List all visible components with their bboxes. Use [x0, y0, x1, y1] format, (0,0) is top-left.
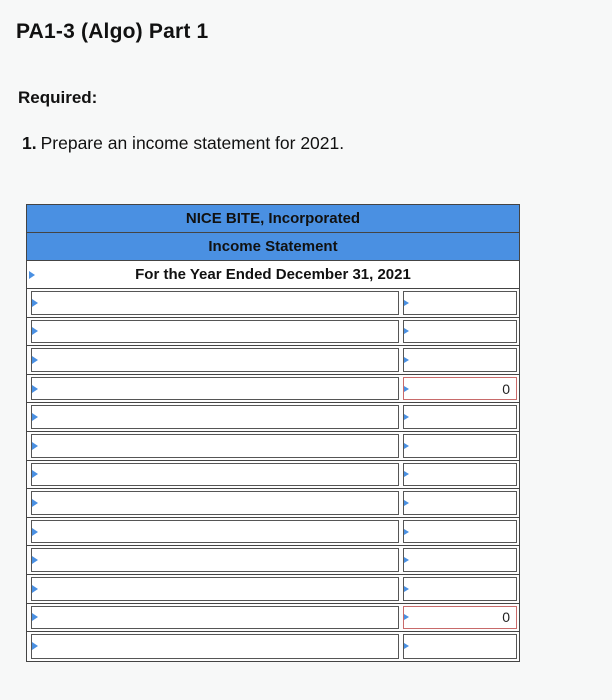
account-dropdown[interactable] — [31, 634, 399, 659]
amount-input[interactable] — [403, 491, 517, 515]
input-indicator-icon — [404, 357, 409, 363]
dropdown-indicator-icon — [32, 499, 38, 507]
account-dropdown[interactable] — [31, 606, 399, 630]
amount-input[interactable] — [403, 405, 517, 429]
dropdown-indicator-icon — [32, 413, 38, 421]
input-indicator-icon — [404, 471, 409, 477]
dropdown-indicator-icon — [32, 442, 38, 450]
total-amount-field — [403, 606, 517, 630]
dropdown-indicator-icon — [32, 385, 38, 393]
dropdown-indicator-icon — [32, 327, 38, 335]
statement-name: Income Statement — [208, 238, 338, 255]
amount-input[interactable] — [403, 577, 517, 601]
statement-rows — [27, 289, 519, 661]
account-dropdown[interactable] — [31, 434, 399, 458]
dropdown-indicator-icon — [32, 299, 38, 307]
dropdown-indicator-icon — [32, 642, 38, 650]
amount-input[interactable] — [403, 320, 517, 344]
account-dropdown[interactable] — [31, 491, 399, 515]
instruction-number: 1. — [22, 133, 37, 153]
amount-value: 0 — [502, 609, 510, 626]
dropdown-indicator-icon — [32, 470, 38, 478]
amount-input[interactable] — [403, 463, 517, 487]
statement-row — [27, 489, 519, 518]
dropdown-indicator-icon — [32, 356, 38, 364]
amount-input[interactable] — [403, 520, 517, 544]
instruction — [22, 133, 344, 154]
account-dropdown[interactable] — [31, 548, 399, 572]
input-indicator-icon — [404, 300, 409, 306]
statement-period: For the Year Ended December 31, 2021 — [135, 266, 411, 283]
input-indicator-icon — [404, 386, 409, 392]
page-title: PA1-3 (Algo) Part 1 — [16, 20, 209, 43]
amount-input[interactable] — [403, 291, 517, 315]
input-indicator-icon — [404, 586, 409, 592]
required-label: Required: — [18, 88, 98, 107]
statement-row — [27, 375, 519, 404]
statement-row — [27, 604, 519, 633]
statement-row — [27, 575, 519, 604]
statement-row — [27, 518, 519, 547]
account-dropdown[interactable] — [31, 291, 399, 315]
statement-row — [27, 403, 519, 432]
statement-row — [27, 546, 519, 575]
account-dropdown[interactable] — [31, 405, 399, 429]
statement-row — [27, 318, 519, 347]
statement-row — [27, 432, 519, 461]
amount-value: 0 — [502, 380, 510, 397]
input-indicator-icon — [404, 500, 409, 506]
account-dropdown[interactable] — [31, 520, 399, 544]
dropdown-indicator-icon — [32, 556, 38, 564]
company-name: NICE BITE, Incorporated — [185, 210, 361, 227]
instruction-text: Prepare an income statement for 2021. — [40, 133, 345, 153]
input-indicator-icon — [404, 643, 409, 649]
input-indicator-icon — [404, 529, 409, 535]
dropdown-indicator-icon — [32, 585, 38, 593]
account-dropdown[interactable] — [31, 348, 399, 372]
statement-row — [27, 632, 519, 661]
amount-input[interactable] — [403, 348, 517, 372]
company-name-row — [27, 205, 519, 233]
input-indicator-icon — [404, 614, 409, 620]
dropdown-indicator-icon — [29, 271, 35, 279]
amount-input[interactable] — [403, 548, 517, 572]
account-dropdown[interactable] — [31, 320, 399, 344]
account-dropdown[interactable] — [31, 463, 399, 487]
account-dropdown[interactable] — [31, 377, 399, 401]
statement-row — [27, 461, 519, 490]
statement-row — [27, 289, 519, 318]
statement-name-row — [27, 233, 519, 261]
account-dropdown[interactable] — [31, 577, 399, 601]
statement-row — [27, 346, 519, 375]
dropdown-indicator-icon — [32, 613, 38, 621]
input-indicator-icon — [404, 328, 409, 334]
amount-input[interactable] — [403, 634, 517, 659]
period-row[interactable] — [27, 261, 519, 289]
input-indicator-icon — [404, 557, 409, 563]
input-indicator-icon — [404, 414, 409, 420]
dropdown-indicator-icon — [32, 528, 38, 536]
total-amount-field — [403, 377, 517, 401]
income-statement-worksheet — [26, 204, 520, 662]
input-indicator-icon — [404, 443, 409, 449]
amount-input[interactable] — [403, 434, 517, 458]
